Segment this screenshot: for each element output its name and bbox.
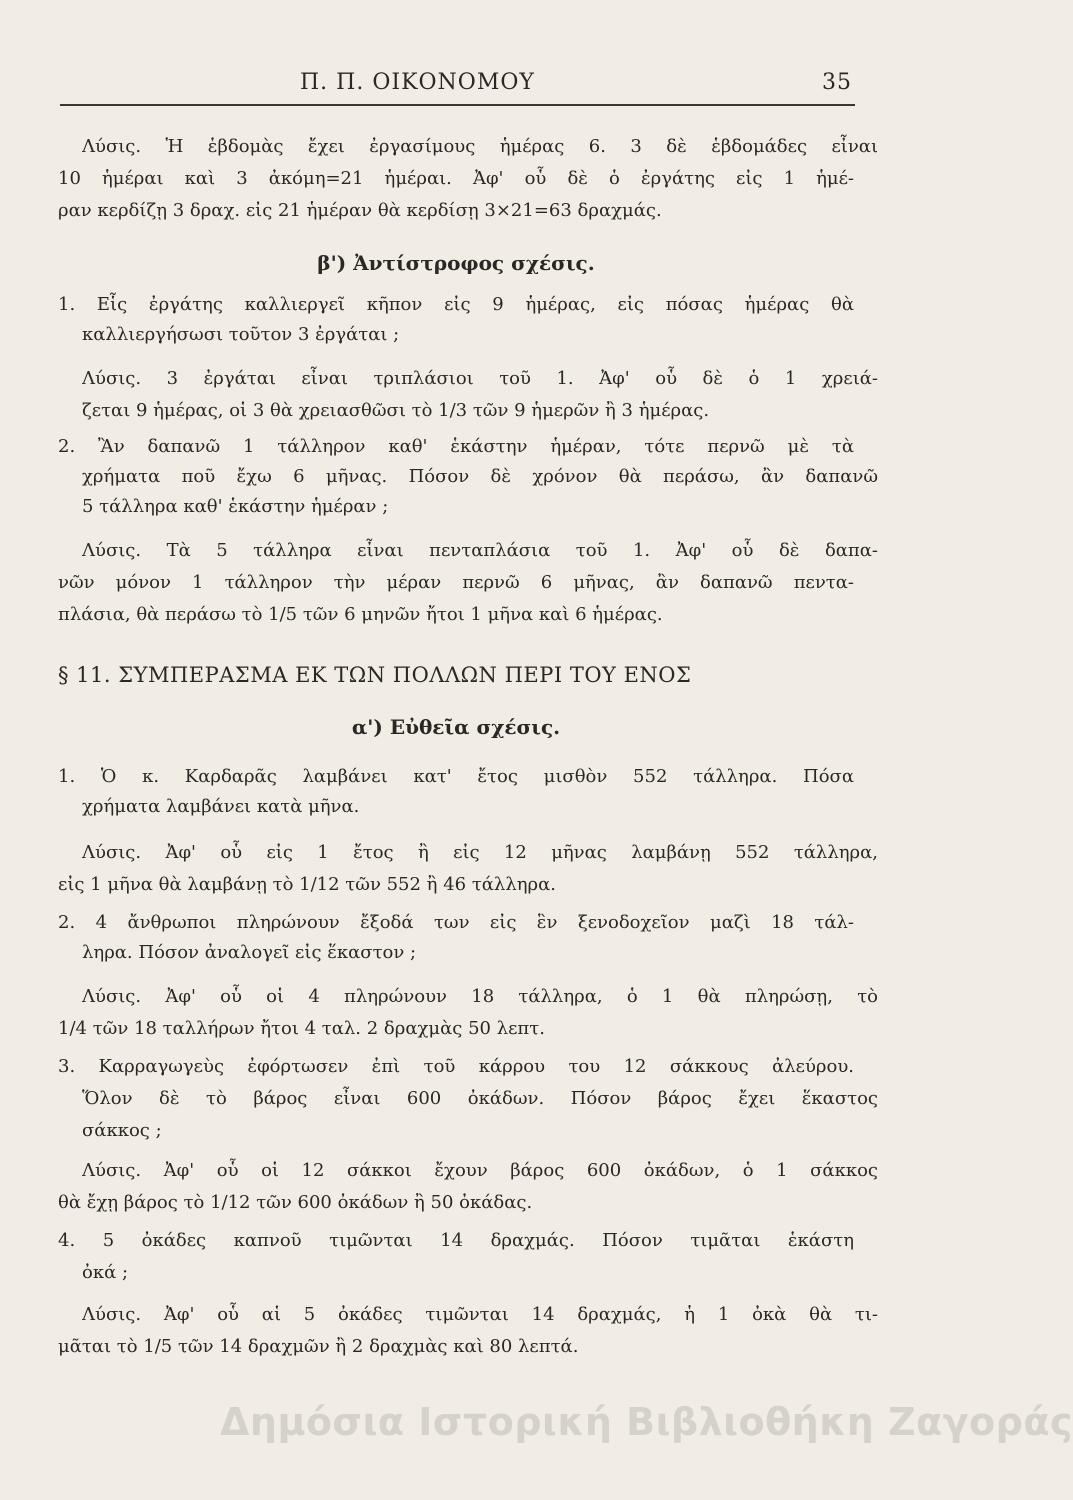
text-line: θὰ ἔχῃ βάρος τὸ 1/12 τῶν 600 ὀκάδων ἢ 50 ὀκάδας.	[58, 1192, 533, 1213]
text-line: ὀκά ;	[82, 1262, 129, 1283]
text-line: πλάσια, θὰ περάσω τὸ 1/5 τῶν 6 μηνῶν ἤτοι 1 μῆνα καὶ 6 ἡμέρας.	[58, 604, 663, 625]
text-line: 10 ἡμέραι καὶ 3 ἀκόμη=21 ἡμέραι. Ἀφ' οὗ δὲ ὁ ἐργάτης εἰς 1 ἡμέ-	[58, 168, 854, 189]
library-watermark: Δημόσια Ιστορική Βιβλιοθήκη Ζαγοράς	[220, 1400, 1073, 1444]
text-line: σάκκος ;	[82, 1120, 162, 1141]
text-line: Λύσις. Ἀφ' οὗ αἱ 5 ὀκάδες τιμῶνται 14 δραχμάς, ἡ 1 ὀκὰ θὰ τι-	[82, 1304, 878, 1325]
text-line: β') Ἀντίστροφος σχέσις.	[317, 251, 595, 275]
header-rule	[60, 104, 855, 106]
text-line: 2. 4 ἄνθρωποι πληρώνουν ἔξοδά των εἰς ἓν ξενοδοχεῖον μαζὶ 18 τάλ-	[58, 912, 854, 933]
text-line: Λύσις. 3 ἐργάται εἶναι τριπλάσιοι τοῦ 1. Ἀφ' οὗ δὲ ὁ 1 χρειά-	[82, 368, 878, 389]
text-line: 1. Ὁ κ. Καρδαρᾶς λαμβάνει κατ' ἔτος μισθὸν 552 τάλληρα. Πόσα	[58, 766, 854, 787]
text-line: 4. 5 ὀκάδες καπνοῦ τιμῶνται 14 δραχμάς. Πόσον τιμᾶται ἑκάστη	[58, 1230, 854, 1251]
text-line: Λύσις. Τὰ 5 τάλληρα εἶναι πενταπλάσια τοῦ 1. Ἀφ' οὗ δὲ δαπα-	[82, 540, 878, 561]
page-number: 35	[822, 70, 852, 95]
text-line: 5 τάλληρα καθ' ἑκάστην ἡμέραν ;	[82, 496, 389, 517]
text-line: Λύσις. Ἡ ἑβδομὰς ἔχει ἐργασίμους ἡμέρας 6. 3 δὲ ἑβδομάδες εἶναι	[82, 136, 878, 157]
text-line: ραν κερδίζῃ 3 δραχ. εἰς 21 ἡμέραν θὰ κερδίσῃ 3×21=63 δραχμάς.	[58, 200, 662, 221]
text-line: χρήματα ποῦ ἔχω 6 μῆνας. Πόσον δὲ χρόνον θὰ περάσω, ἂν δαπανῶ	[82, 466, 878, 487]
text-line: καλλιεργήσωσι τοῦτον 3 ἐργάται ;	[82, 324, 400, 345]
text-line: 1. Εἷς ἐργάτης καλλιεργεῖ κῆπον εἰς 9 ἡμέρας, εἰς πόσας ἡμέρας θὰ	[58, 294, 854, 315]
text-line: Ὅλον δὲ τὸ βάρος εἶναι 600 ὀκάδων. Πόσον βάρος ἔχει ἕκαστος	[82, 1088, 878, 1109]
text-line: Λύσις. Ἀφ' οὗ οἱ 4 πληρώνουν 18 τάλληρα, ὁ 1 θὰ πληρώσῃ, τὸ	[82, 986, 878, 1007]
text-line: § 11. ΣΥΜΠΕΡΑΣΜΑ ΕΚ ΤΩΝ ΠΟΛΛΩΝ ΠΕΡΙ ΤΟΥ ΕΝΟΣ	[58, 663, 692, 687]
text-line: ληρα. Πόσον ἀναλογεῖ εἰς ἕκαστον ;	[82, 942, 417, 963]
running-head-title: Π. Π. ΟΙΚΟΝΟΜΟΥ	[300, 70, 535, 95]
text-line: νῶν μόνον 1 τάλληρον τὴν μέραν περνῶ 6 μῆνας, ἂν δαπανῶ πεντα-	[58, 572, 854, 593]
text-line: χρήματα λαμβάνει κατὰ μῆνα.	[82, 796, 360, 817]
text-line: Λύσις. Ἀφ' οὗ οἱ 12 σάκκοι ἔχουν βάρος 600 ὀκάδων, ὁ 1 σάκκος	[82, 1160, 878, 1181]
text-line: α') Εὐθεῖα σχέσις.	[351, 715, 561, 739]
text-line: 2. Ἂν δαπανῶ 1 τάλληρον καθ' ἑκάστην ἡμέραν, τότε περνῶ μὲ τὰ	[58, 436, 854, 457]
text-line: 3. Καρραγωγεὺς ἐφόρτωσεν ἐπὶ τοῦ κάρρου του 12 σάκκους ἀλεύρου.	[58, 1056, 854, 1077]
text-line: 1/4 τῶν 18 ταλλήρων ἤτοι 4 ταλ. 2 δραχμὰς 50 λεπτ.	[58, 1018, 545, 1039]
text-line: εἰς 1 μῆνα θὰ λαμβάνῃ τὸ 1/12 τῶν 552 ἢ 46 τάλληρα.	[58, 874, 556, 895]
text-line: μᾶται τὸ 1/5 τῶν 14 δραχμῶν ἢ 2 δραχμὰς καὶ 80 λεπτά.	[58, 1336, 579, 1357]
text-line: Λύσις. Ἀφ' οὗ εἰς 1 ἔτος ἢ εἰς 12 μῆνας λαμβάνῃ 552 τάλληρα,	[82, 842, 878, 863]
text-line: ζεται 9 ἡμέρας, οἱ 3 θὰ χρειασθῶσι τὸ 1/3 τῶν 9 ἡμερῶν ἢ 3 ἡμέρας.	[82, 400, 710, 421]
